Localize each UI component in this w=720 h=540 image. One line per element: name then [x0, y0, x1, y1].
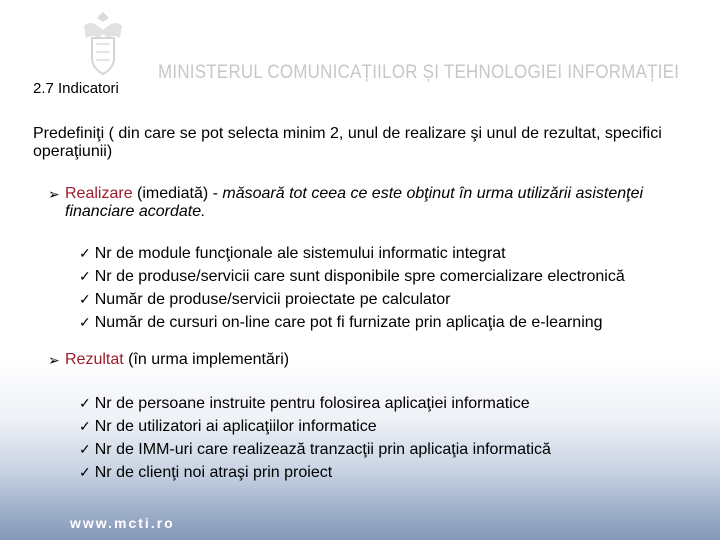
arrow-bullet-icon: ➢ — [48, 186, 60, 202]
checkmark-icon: ✓ — [79, 418, 91, 434]
footer-url: www.mcti.ro — [70, 515, 175, 531]
slide-title: 2.7 Indicatori — [33, 80, 119, 97]
list-item-text: Număr de cursuri on-line care pot fi furnizate prin aplicaţia de e-learning — [94, 314, 603, 331]
checkmark-icon: ✓ — [79, 291, 91, 307]
intro-rest: ( din care se pot selecta minim 2, unul de realizare şi unul de rezultat, specifici operaţiunii) — [33, 125, 662, 160]
list-item — [79, 461, 551, 484]
list-item — [79, 438, 551, 461]
checkmark-icon: ✓ — [79, 395, 91, 411]
checkmark-icon: ✓ — [79, 441, 91, 457]
rezultat-indicator-list — [79, 392, 551, 484]
section-definition: măsoară tot ceea ce este obţinut în urma utilizării asistenţei financiare acordate. — [65, 185, 644, 220]
list-item — [79, 311, 625, 334]
section-realizare — [48, 185, 708, 221]
list-item — [79, 242, 625, 265]
section-heading: Rezultat — [65, 351, 124, 368]
section-heading-note: (imediată) - — [132, 185, 223, 202]
intro-lead: Predefiniţi — [33, 125, 105, 142]
section-rezultat — [48, 351, 708, 369]
list-item-text: Nr de persoane instruite pentru folosirea aplicaţiei informatice — [94, 395, 530, 412]
list-item-text: Nr de clienţi noi atraşi prin proiect — [94, 464, 333, 481]
section-heading: Realizare — [65, 185, 133, 202]
coat-of-arms-icon — [78, 8, 128, 78]
intro-paragraph — [33, 125, 703, 161]
list-item — [79, 392, 551, 415]
ministry-name: MINISTERUL COMUNICAȚIILOR ȘI TEHNOLOGIEI INFORMAȚIEI — [158, 62, 680, 83]
list-item — [79, 288, 625, 311]
realizare-indicator-list — [79, 242, 625, 334]
checkmark-icon: ✓ — [79, 314, 91, 330]
list-item-text: Număr de produse/servicii proiectate pe calculator — [94, 291, 451, 308]
list-item-text: Nr de utilizatori ai aplicaţiilor informatice — [94, 418, 377, 435]
section-heading-note: (în urma implementări) — [123, 351, 290, 368]
checkmark-icon: ✓ — [79, 245, 91, 261]
list-item — [79, 265, 625, 288]
arrow-bullet-icon: ➢ — [48, 352, 60, 368]
list-item — [79, 415, 551, 438]
list-item-text: Nr de produse/servicii care sunt disponibile spre comercializare electronică — [94, 268, 625, 285]
checkmark-icon: ✓ — [79, 268, 91, 284]
checkmark-icon: ✓ — [79, 464, 91, 480]
list-item-text: Nr de module funcţionale ale sistemului informatic integrat — [94, 245, 506, 262]
list-item-text: Nr de IMM-uri care realizează tranzacţii prin aplicaţia informatică — [94, 441, 551, 458]
